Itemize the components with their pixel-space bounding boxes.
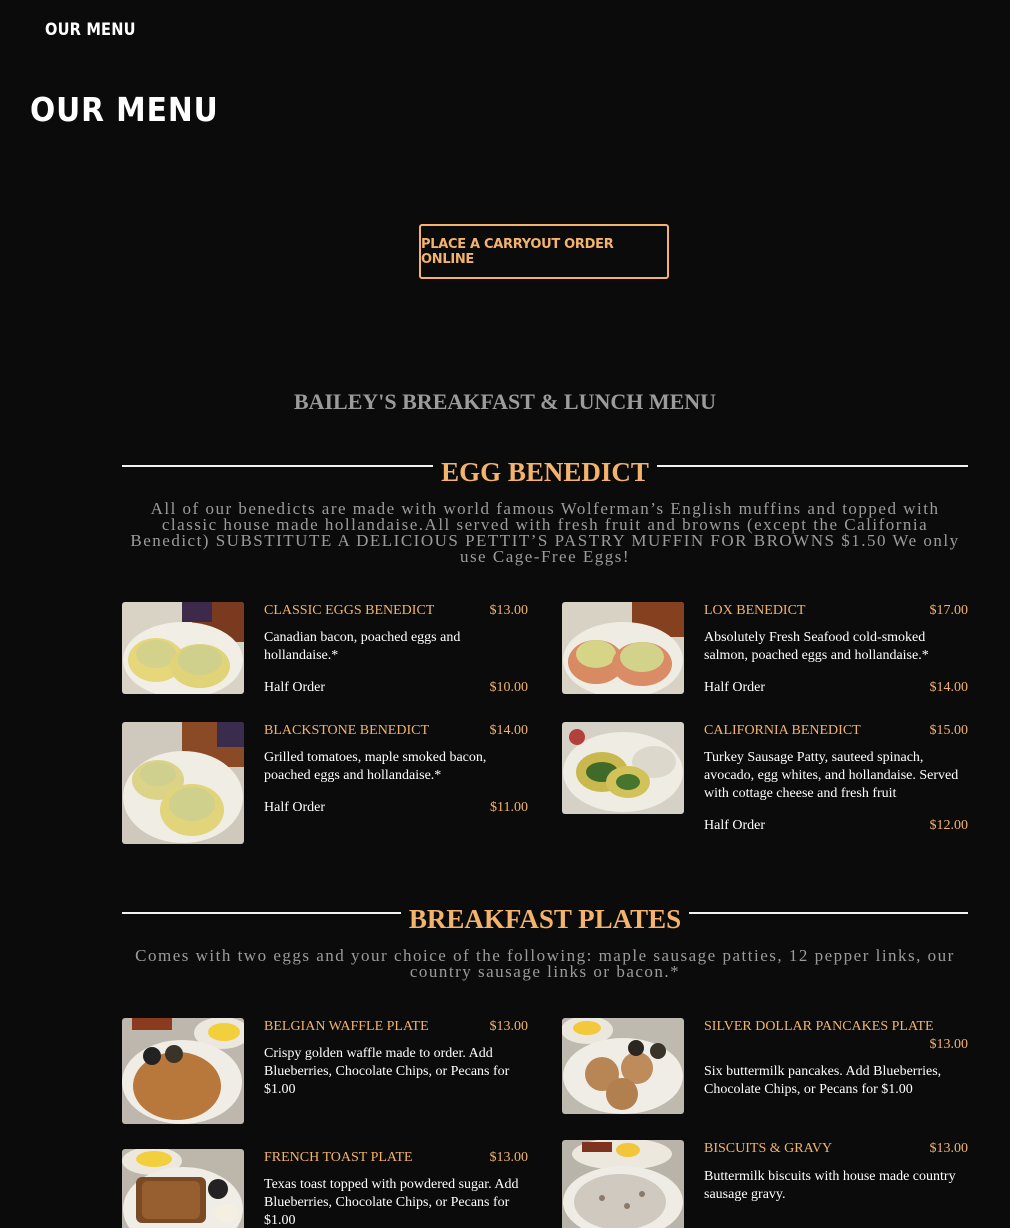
menu-item-silver-dollar-pancakes-plate[interactable] <box>562 1018 968 1114</box>
nav-title[interactable]: OUR MENU <box>45 20 136 40</box>
item-price: $15.00 <box>929 723 968 738</box>
item-name: CLASSIC EGGS BENEDICT <box>264 603 435 618</box>
item-name: SILVER DOLLAR PANCAKES PLATE <box>704 1019 934 1034</box>
item-name: LOX BENEDICT <box>704 603 806 618</box>
biscuits-and-gravy-photo <box>562 1140 684 1228</box>
item-description: Six buttermilk pancakes. Add Blueberries, Chocolate Chips, or Pecans for $1.00 <box>704 1064 942 1097</box>
section-title-breakfast-plates <box>122 902 968 936</box>
california-benedict-photo <box>562 722 684 814</box>
section-description: All of our benedicts are made with world famous Wolferman’s English muffins and topped with classic house made hollandaise.All served with fresh fruit and browns (except the California Benedict) SUBSTITUTE A DELICIOUS PETTIT’S PASTRY MUFFIN FOR BROWNS $1.50 We only use Cage-Free Eggs! <box>130 499 960 566</box>
item-name: BISCUITS & GRAVY <box>704 1141 833 1156</box>
blackstone-benedict-photo <box>122 722 244 844</box>
item-description: Absolutely Fresh Seafood cold-smoked salmon, poached eggs and hollandaise.* <box>704 630 929 663</box>
item-description: Grilled tomatoes, maple smoked bacon, poached eggs and hollandaise.* <box>264 750 487 783</box>
french-toast-photo <box>122 1149 244 1228</box>
menu-item-biscuits-and-gravy[interactable] <box>562 1140 968 1228</box>
section-rule-left <box>122 465 433 467</box>
silver-dollar-pancakes-photo <box>562 1018 684 1114</box>
section-rule-right <box>689 912 968 914</box>
half-order-label: Half Order <box>704 680 766 695</box>
half-order-price: $10.00 <box>489 680 528 695</box>
menu-item-belgian-waffle-plate[interactable] <box>122 1018 528 1124</box>
item-description: Crispy golden waffle made to order. Add Blueberries, Chocolate Chips, or Pecans for $1.00 <box>264 1046 510 1097</box>
item-name: BELGIAN WAFFLE PLATE <box>264 1019 429 1034</box>
item-description: Texas toast topped with powdered sugar. Add Blueberries, Chocolate Chips, or Pecans for $1.00 <box>264 1177 519 1228</box>
menu-item-lox-benedict[interactable] <box>562 602 968 702</box>
item-description: Buttermilk biscuits with house made country sausage gravy. <box>704 1169 956 1202</box>
item-price: $13.00 <box>489 1150 528 1165</box>
item-name: FRENCH TOAST PLATE <box>264 1150 413 1165</box>
menu-item-classic-eggs-benedict[interactable] <box>122 602 528 702</box>
section-description: Comes with two eggs and your choice of the following: maple sausage patties, 12 pepper links, our country sausage links or bacon.* <box>135 946 955 981</box>
section-title: BREAKFAST PLATES <box>408 903 682 934</box>
half-order-label: Half Order <box>264 680 326 695</box>
item-price: $13.00 <box>489 603 528 618</box>
item-name: BLACKSTONE BENEDICT <box>264 723 430 738</box>
item-description: Canadian bacon, poached eggs and hollandaise.* <box>264 630 461 663</box>
item-price: $13.00 <box>929 1037 968 1052</box>
half-order-price: $14.00 <box>929 680 968 695</box>
menu-item-blackstone-benedict[interactable] <box>122 722 528 844</box>
section-title: EGG BENEDICT <box>441 456 649 487</box>
classic-eggs-benedict-photo <box>122 602 244 694</box>
item-description: Turkey Sausage Patty, sauteed spinach, avocado, egg whites, and hollandaise. Served with cottage cheese and fresh fruit <box>704 750 959 801</box>
item-price: $14.00 <box>489 723 528 738</box>
lox-benedict-photo <box>562 602 684 694</box>
item-name: CALIFORNIA BENEDICT <box>704 723 861 738</box>
section-rule-right <box>657 465 968 467</box>
page-title: OUR MENU <box>30 90 219 129</box>
menu-item-french-toast-plate[interactable] <box>122 1149 528 1228</box>
item-price: $13.00 <box>929 1141 968 1156</box>
half-order-label: Half Order <box>264 800 326 815</box>
half-order-label: Half Order <box>704 818 766 833</box>
item-price: $13.00 <box>489 1019 528 1034</box>
menu-item-california-benedict[interactable] <box>562 722 968 842</box>
item-price: $17.00 <box>929 603 968 618</box>
half-order-price: $12.00 <box>929 818 968 833</box>
half-order-price: $11.00 <box>490 800 528 815</box>
carryout-order-button[interactable]: PLACE A CARRYOUT ORDER ONLINE <box>419 224 669 279</box>
section-title-egg-benedict <box>122 455 968 489</box>
section-rule-left <box>122 912 401 914</box>
belgian-waffle-photo <box>122 1018 244 1124</box>
menu-heading: BAILEY'S BREAKFAST & LUNCH MENU <box>293 389 717 414</box>
